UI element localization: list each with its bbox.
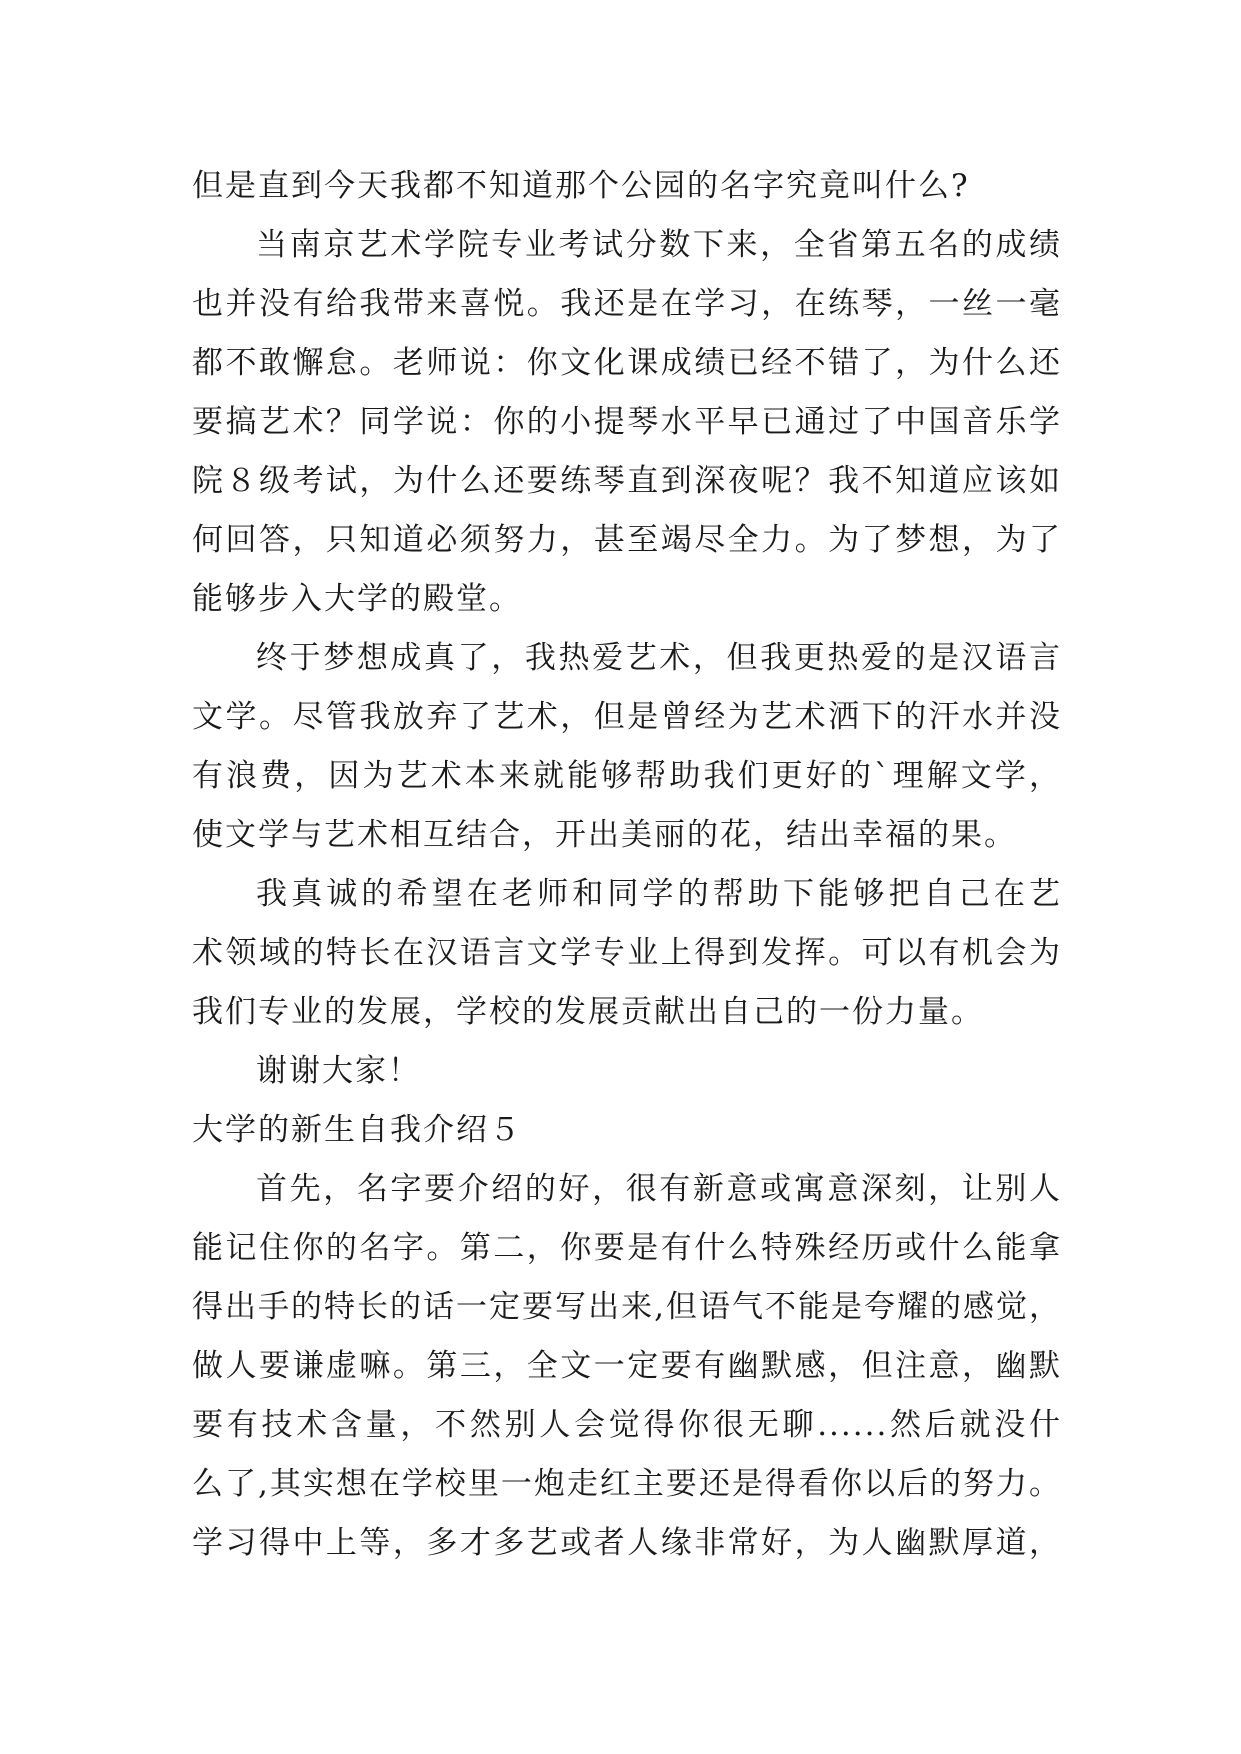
paragraph-first-line: 终于梦想成真了，我热爱艺术，但我更热爱的是汉语言 — [256, 640, 1062, 676]
paragraph-first-line: 谢谢大家！ — [256, 1053, 421, 1089]
text-line: 都不敢懈怠。老师说：你文化课成绩已经不错了，为什么还 — [192, 345, 1062, 381]
text-line: 能够步入大学的殿堂。 — [192, 581, 522, 617]
text-line: 要搞艺术？同学说：你的小提琴水平早已通过了中国音乐学 — [192, 404, 1062, 440]
text-line: 能记住你的名字。第二，你要是有什么特殊经历或什么能拿 — [192, 1230, 1062, 1266]
text-line: 使文学与艺术相互结合，开出美丽的花，结出幸福的果。 — [192, 817, 1017, 853]
text-line: 有浪费，因为艺术本来就能够帮助我们更好的`理解文学， — [192, 758, 1062, 794]
paragraph-first-line: 首先，名字要介绍的好，很有新意或寓意深刻，让别人 — [256, 1171, 1062, 1207]
text-line: 但是直到今天我都不知道那个公园的名字究竟叫什么? — [192, 168, 970, 204]
text-line: 学习得中上等，多才多艺或者人缘非常好，为人幽默厚道， — [192, 1525, 1062, 1561]
paragraph-first-line: 当南京艺术学院专业考试分数下来，全省第五名的成绩 — [256, 227, 1062, 263]
text-line: 院８级考试，为什么还要练琴直到深夜呢？我不知道应该如 — [192, 463, 1062, 499]
paragraph-first-line: 我真诚的希望在老师和同学的帮助下能够把自己在艺 — [256, 876, 1062, 912]
text-line: 也并没有给我带来喜悦。我还是在学习，在练琴，一丝一毫 — [192, 286, 1062, 322]
text-line: 得出手的特长的话一定要写出来,但语气不能是夸耀的感觉， — [192, 1289, 1062, 1325]
text-line: 我们专业的发展，学校的发展贡献出自己的一份力量。 — [192, 994, 984, 1030]
text-line: 术领域的特长在汉语言文学专业上得到发挥。可以有机会为 — [192, 935, 1062, 971]
text-line: 要有技术含量，不然别人会觉得你很无聊......然后就没什 — [192, 1407, 1062, 1443]
text-line: 何回答，只知道必须努力，甚至竭尽全力。为了梦想，为了 — [192, 522, 1062, 558]
text-line: 做人要谦虚嘛。第三，全文一定要有幽默感，但注意，幽默 — [192, 1348, 1062, 1384]
text-line: 文学。尽管我放弃了艺术，但是曾经为艺术洒下的汗水并没 — [192, 699, 1062, 735]
document-body — [192, 157, 1062, 1573]
section-heading: 大学的新生自我介绍５ — [192, 1112, 522, 1148]
text-line: 么了,其实想在学校里一炮走红主要还是得看你以后的努力。 — [192, 1466, 1062, 1502]
